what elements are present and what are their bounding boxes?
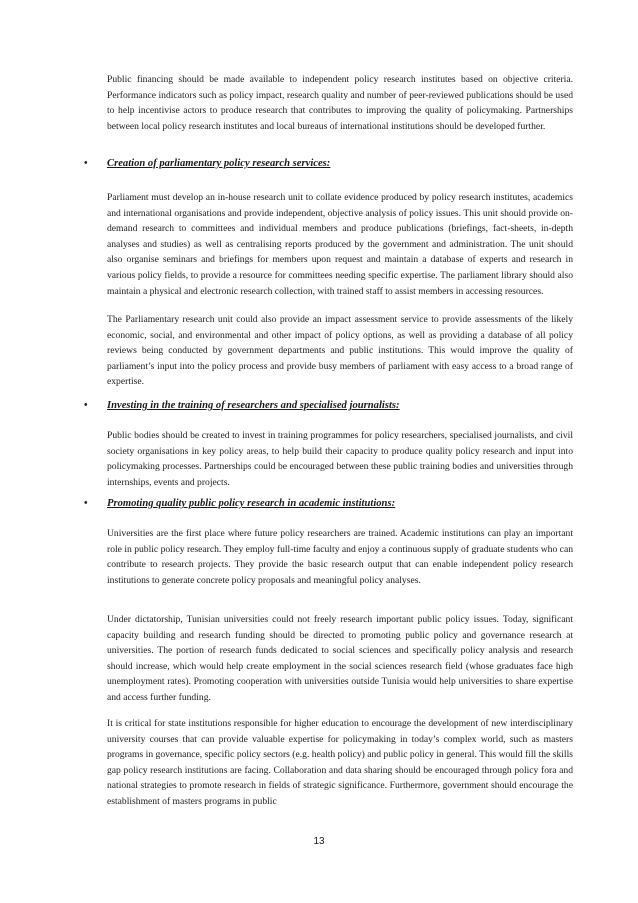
bullet-icon: • <box>84 158 88 169</box>
bullet-icon: • <box>84 498 88 509</box>
page-number: 13 <box>313 836 325 847</box>
paragraph-impact-assessment <box>107 312 573 390</box>
heading-training-researchers <box>84 398 584 413</box>
paragraph-text: It is critical for state institutions responsible for higher education to encourage the development of new interdisciplinary university courses that can provide valuable expertise for policymaking in today’s complex world, such as masters programs in governance, specific policy sectors (e.g. health policy) and public policy in general. This would fill the skills gap policy research institutions are facing. Collaboration and data sharing should be encouraged through policy fora and national strategies to promote research in fields of strategic significance. Furthermore, government should encourage the establishment of masters programs in public <box>107 718 573 807</box>
paragraph-text: Public financing should be made available to independent policy research institutes based on objective criteria. Performance indicators such as policy impact, research quality and number of peer-reviewed publications should be used to help incentivise actors to produce research that contributes to improving the quality of policymaking. Partnerships between local policy research institutes and local bureaus of international institutions should be developed further. <box>107 74 573 132</box>
paragraph-universities-role <box>107 526 573 588</box>
bullet-icon: • <box>84 400 88 411</box>
paragraph-text: Parliament must develop an in-house research unit to collate evidence produced by policy research institutes, academics and international organisations and provide independent, objective analysis of policy issues. This unit should provide on-demand research to committees and individual members and produce publications (briefings, fact-sheets, in-depth analyses and studies) as well as centralising reports produced by the government and administration. The unit should also organise seminars and briefings for members upon request and maintain a database of experts and research in various policy fields, to provide a resource for committees needing specific expertise. The parliament library should also maintain a physical and electronic research collection, with trained staff to assist members in accessing resources. <box>107 192 573 297</box>
paragraph-public-financing <box>107 72 573 134</box>
heading-parliamentary-research-services <box>84 156 584 171</box>
paragraph-parliament-research-unit <box>107 190 573 299</box>
paragraph-dictatorship <box>107 612 573 706</box>
paragraph-text: Public bodies should be created to invest in training programmes for policy researchers, specialised journalists, and civil society organisations in key policy areas, to help build their capacity to produce quality policy research and input into policymaking processes. Partnerships could be encouraged between these public training bodies and universities through internships, events and projects. <box>107 430 573 488</box>
paragraph-text: Under dictatorship, Tunisian universities could not freely research important public policy issues. Today, significant capacity building and research funding should be directed to promoting public policy and governance research at universities. The portion of research funds dedicated to social sciences and specifically policy analysis and research should increase, which would help create employment in the social sciences research field (whose graduates face high unemployment rates). Promoting cooperation with universities outside Tunisia would help universities to share expertise and access further funding. <box>107 614 573 703</box>
heading-text: Creation of parliamentary policy research services: <box>107 158 331 169</box>
heading-text: Investing in the training of researchers and specialised journalists: <box>107 400 400 411</box>
paragraph-text: The Parliamentary research unit could also provide an impact assessment service to provide assessments of the likely economic, social, and environmental and other impact of policy options, as well as providing a database of all policy reviews being conducted by government departments and public institutions. This would improve the quality of parliament’s input into the policy process and provide busy members of parliament with easy access to a broad range of expertise. <box>107 314 573 388</box>
paragraph-public-training-bodies <box>107 428 573 490</box>
paragraph-interdisciplinary-courses <box>107 716 573 810</box>
paragraph-text: Universities are the first place where future policy researchers are trained. Academic institutions can play an important role in public policy research. They employ full-time faculty and enjoy a continuous supply of graduate students who can contribute to research projects. They provide the basic research output that can enable independent policy research institutions to generate concrete policy proposals and meaningful policy analyses. <box>107 528 573 586</box>
heading-academic-institutions <box>84 496 584 511</box>
heading-text: Promoting quality public policy research in academic institutions: <box>107 498 396 509</box>
